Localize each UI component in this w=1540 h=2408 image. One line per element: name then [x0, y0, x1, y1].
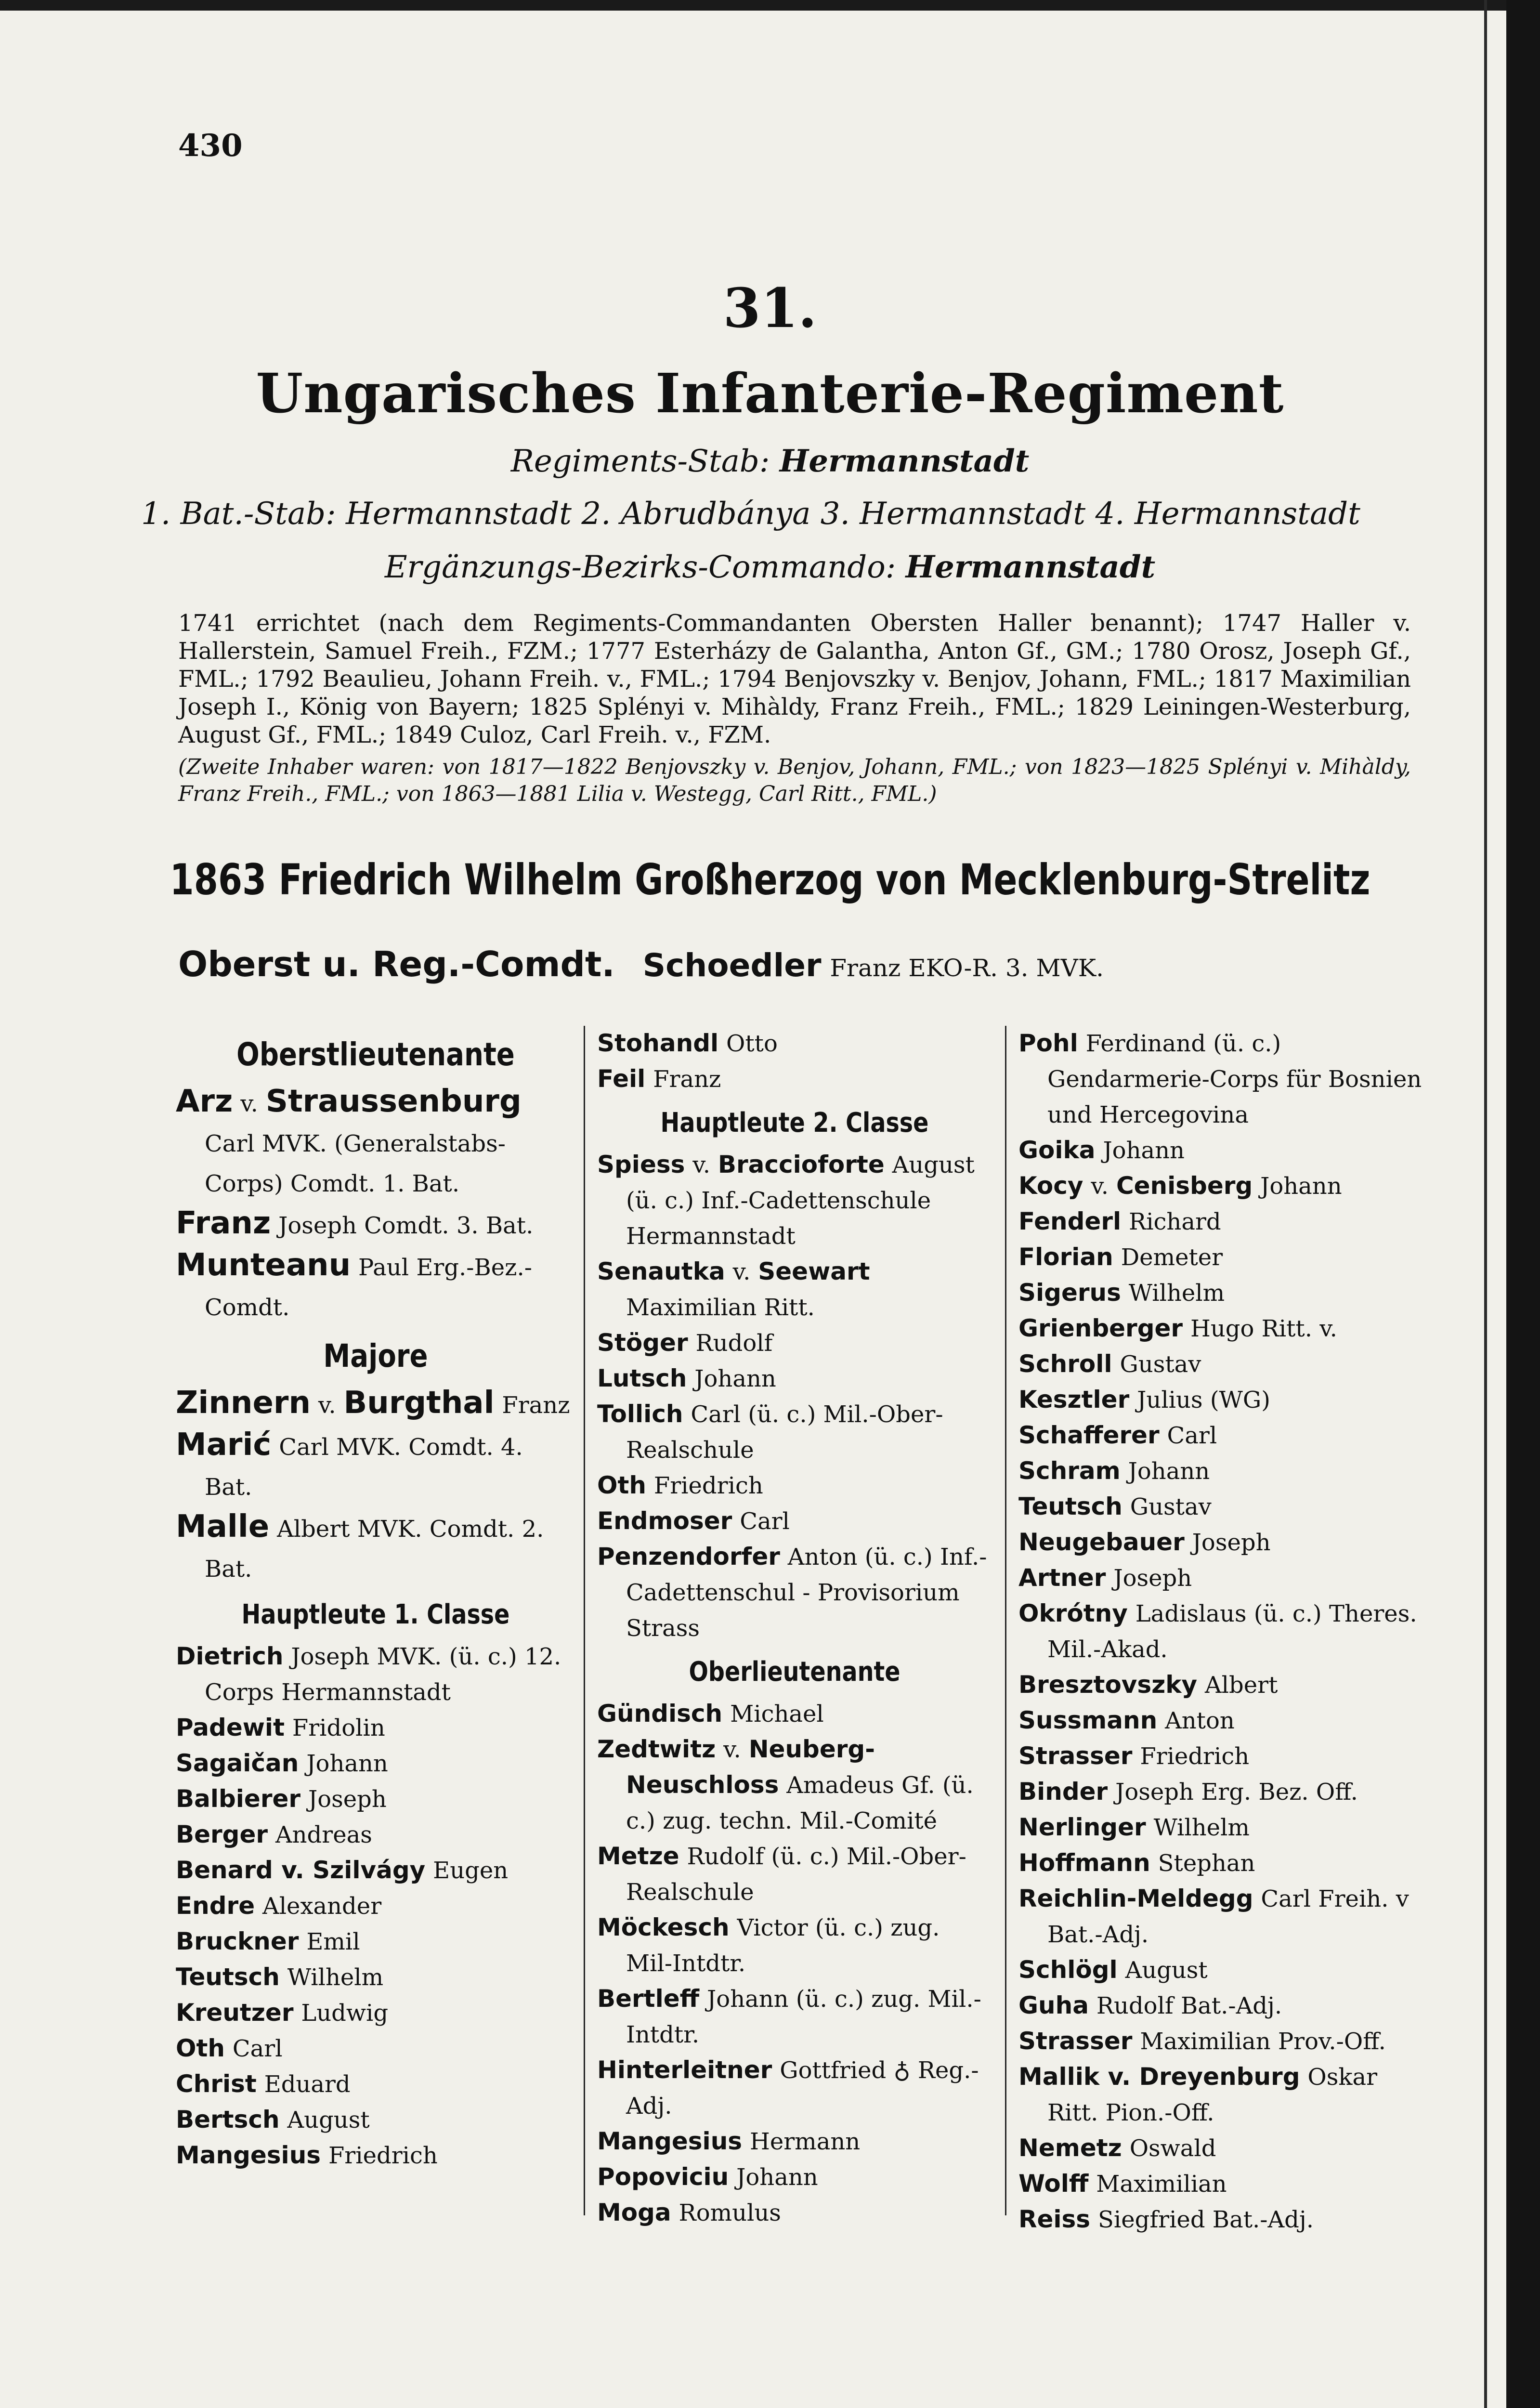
entry-detail: Maximilian Prov.-Off.: [1140, 2028, 1386, 2055]
list-item: [1018, 1739, 1423, 1774]
list-item: [1018, 1418, 1423, 1453]
entry-detail: August: [1125, 1957, 1208, 1984]
entry-name: Oth: [597, 1471, 647, 1499]
entry-detail: Johann: [306, 1750, 388, 1777]
entry-detail: Wilhelm: [1153, 1814, 1250, 1841]
entry-detail: Rudolf Bat.-Adj.: [1096, 1992, 1282, 2019]
entry-name: Berger: [176, 1820, 268, 1848]
oberlieutenante-list: [597, 1696, 992, 2231]
oberstlieutenante-list: [176, 1082, 575, 1327]
entry-detail: Siegfried Bat.-Adj.: [1097, 2206, 1314, 2233]
entry-name: Penzendorfer: [597, 1543, 780, 1570]
entry-detail: Hermann: [749, 2128, 861, 2155]
entry-name: Dietrich: [176, 1642, 284, 1670]
list-item: [1018, 1560, 1423, 1596]
entry-name: Endmoser: [597, 1507, 732, 1535]
entry-name: Zedtwitz: [597, 1735, 716, 1763]
list-item: [597, 2053, 992, 2124]
entry-detail: Franz: [653, 1066, 721, 1093]
entry-name: Mallik v. Dreyenburg: [1018, 2063, 1300, 2091]
column-divider: [584, 1026, 585, 2215]
entry-detail: Demeter: [1121, 1244, 1223, 1271]
entry-detail: Alexander: [262, 1893, 382, 1920]
entry-detail: Carl: [740, 1508, 790, 1535]
entry-detail: August: [287, 2107, 370, 2133]
list-item: [597, 1504, 992, 1539]
list-item: [176, 1960, 575, 1995]
list-item: [1018, 2131, 1423, 2166]
column-2: [597, 1026, 992, 2231]
entry-name: Benard v. Szilvágy: [176, 1856, 426, 1884]
entry-detail: Emil: [306, 1928, 360, 1955]
entry-name: Artner: [1018, 1564, 1106, 1592]
entry-detail: Wilhelm: [287, 1964, 384, 1991]
hauptleute2-list: [597, 1147, 992, 1646]
entry-name: Popoviciu: [597, 2163, 729, 2191]
entry-name: Malle: [176, 1509, 270, 1544]
entry-name: Schlögl: [1018, 1956, 1118, 1984]
section-title: Majore: [323, 1337, 428, 1374]
entry-name: Reiss: [1018, 2205, 1091, 2233]
entry-detail: Joseph: [308, 1786, 387, 1813]
oberst-name: Schoedler: [642, 947, 822, 984]
list-item: [1018, 2166, 1423, 2202]
entry-detail: Johann: [736, 2164, 818, 2191]
list-item: [176, 1781, 575, 1817]
entry-detail: Joseph MVK. (ü. c.) 12. Corps Hermannstadt: [205, 1643, 561, 1706]
section-title: Oberstlieutenante: [236, 1036, 515, 1073]
section-title: Hauptleute 2. Classe: [660, 1107, 929, 1139]
section-title: Hauptleute 1. Classe: [241, 1599, 510, 1630]
list-item: [1018, 1347, 1423, 1382]
entry-detail: Richard: [1129, 1208, 1221, 1235]
entry-name: Reichlin-Meldegg: [1018, 1885, 1253, 1912]
list-item: [597, 1468, 992, 1504]
entry-name: Spiess: [597, 1151, 685, 1178]
list-item: [176, 1853, 575, 1888]
column-divider: [1005, 1026, 1006, 2215]
entry-name: Teutsch: [1018, 1492, 1122, 1520]
ergaenzung-line: [0, 549, 1540, 585]
entry-detail: Johann (ü. c.) zug. Mil.-Intdtr.: [626, 1986, 981, 2048]
entry-detail: Victor (ü. c.) zug. Mil-Intdtr.: [626, 1914, 940, 1977]
list-item: [1018, 1133, 1423, 1168]
scan-edge-top: [0, 0, 1540, 11]
entry-name: Senautka: [597, 1257, 725, 1285]
hauptleute1-continued-list: [597, 1026, 992, 1097]
entry-name: Neugebauer: [1018, 1528, 1185, 1556]
bat-stab-line: 1. Bat.-Stab: Hermannstadt 2. Abrudbánya 3. Hermannstadt 4. Hermannstadt: [141, 496, 1360, 532]
entry-detail: Anton: [1165, 1707, 1235, 1734]
entry-detail: Carl (ü. c.) Mil.-Ober-Realschule: [626, 1401, 943, 1464]
entry-name: Nemetz: [1018, 2134, 1122, 2162]
entry-detail: Carl MVK. Comdt. 4. Bat.: [205, 1434, 523, 1501]
list-item: [1018, 1596, 1423, 1667]
list-item: [1018, 1026, 1423, 1133]
ergaenzung-place: Hermannstadt: [905, 549, 1156, 585]
list-item: [1018, 1275, 1423, 1311]
list-item: [1018, 1881, 1423, 1952]
entry-detail: v.: [318, 1392, 336, 1419]
entry-detail: Joseph Comdt. 3. Bat.: [278, 1212, 534, 1239]
entry-name: Arz: [176, 1084, 233, 1119]
entry-detail: Carl MVK. (Generalstabs-Corps) Comdt. 1. Bat.: [205, 1130, 506, 1197]
hauptleute1-list: [176, 1639, 575, 2173]
entry-detail: Eugen: [433, 1857, 509, 1884]
list-item: [1018, 1489, 1423, 1525]
entry-detail: Paul Erg.-Bez.-Comdt.: [205, 1254, 532, 1321]
list-item: [1018, 1382, 1423, 1418]
entry-name: Zinnern: [176, 1385, 311, 1421]
entry-name: Bresztovszky: [1018, 1671, 1198, 1699]
entry-detail: Anton (ü. c.) Inf.-Cadettenschul - Provisorium Strass: [626, 1544, 987, 1642]
entry-name: Florian: [1018, 1243, 1113, 1271]
list-item: [176, 2031, 575, 2067]
entry-name: Hinterleitner: [597, 2056, 772, 2084]
entry-detail: Carl: [232, 2035, 283, 2062]
page-number: 430: [178, 128, 243, 164]
entry-name: Stöger: [597, 1329, 688, 1357]
entry-detail: Wilhelm: [1128, 1280, 1225, 1307]
entry-detail: Friedrich: [328, 2142, 438, 2169]
list-item: [1018, 1988, 1423, 2024]
entry-detail: Rudolf (ü. c.) Mil.-Ober-Realschule: [626, 1843, 966, 1906]
oberst-details: Franz EKO-R. 3. MVK.: [830, 954, 1104, 982]
entry-name: Christ: [176, 2070, 257, 2098]
list-item: [597, 1839, 992, 1910]
entry-detail: Johann: [1128, 1458, 1210, 1485]
list-item: [176, 1995, 575, 2031]
list-item: [1018, 2024, 1423, 2059]
entry-name: Franz: [176, 1205, 271, 1241]
entry-detail: Romulus: [679, 2199, 781, 2226]
list-item: [1018, 1845, 1423, 1881]
entry-name: Pohl: [1018, 1029, 1078, 1057]
list-item: [176, 1204, 575, 1245]
list-item: [176, 2067, 575, 2102]
column-1: [176, 1026, 575, 2173]
entry-detail: Oswald: [1129, 2135, 1216, 2162]
entry-detail: Ladislaus (ü. c.) Theres. Mil.-Akad.: [1047, 1600, 1417, 1663]
list-item: [597, 1061, 992, 1097]
entry-name: Neuberg-Neuschloss: [626, 1735, 875, 1799]
entry-name: Bertleff: [597, 1985, 700, 2013]
list-item: [176, 1383, 575, 1425]
entry-detail: v.: [692, 1152, 710, 1178]
entry-name: Schroll: [1018, 1350, 1112, 1378]
entry-name: Lutsch: [597, 1364, 687, 1392]
entry-detail: Stephan: [1158, 1850, 1255, 1877]
entry-name: Grienberger: [1018, 1314, 1183, 1342]
regiment-name: Ungarisches Infanterie-Regiment: [256, 362, 1284, 425]
entry-detail: Ferdinand (ü. c.) Gendarmerie-Corps für Bosnien und Hercegovina: [1047, 1030, 1422, 1128]
list-item: [597, 1325, 992, 1361]
entry-detail: Joseph: [1192, 1529, 1271, 1556]
entry-detail: Eduard: [264, 2071, 351, 2098]
ergaenzung-label: Ergänzungs-Bezirks-Commando:: [384, 550, 896, 585]
entry-name: Munteanu: [176, 1247, 351, 1283]
entry-name: Binder: [1018, 1778, 1108, 1806]
list-item: [597, 1910, 992, 1981]
entry-name: Okrótny: [1018, 1599, 1128, 1627]
entry-name: Sagaičan: [176, 1749, 299, 1777]
list-item: [176, 2138, 575, 2173]
entry-detail: Otto: [726, 1030, 778, 1057]
entry-name: Gündisch: [597, 1700, 723, 1727]
entry-name: Stohandl: [597, 1029, 719, 1057]
entry-detail: Hugo Ritt. v.: [1190, 1315, 1337, 1342]
list-item: [176, 1507, 575, 1589]
entry-name: Endre: [176, 1892, 255, 1920]
list-item: [1018, 1311, 1423, 1347]
entry-name: Oth: [176, 2034, 225, 2062]
entry-detail: Rudolf: [695, 1330, 773, 1357]
list-item: [176, 1245, 575, 1327]
entry-name: Sigerus: [1018, 1279, 1121, 1307]
entry-detail: Johann: [1103, 1137, 1185, 1164]
entry-name: Burgthal: [343, 1385, 495, 1421]
list-item: [176, 1710, 575, 1746]
entry-name: Kesztler: [1018, 1386, 1130, 1413]
entry-name: Strasser: [1018, 2027, 1133, 2055]
list-item: [1018, 1667, 1423, 1703]
entry-detail: Michael: [730, 1701, 824, 1727]
list-item: [1018, 1204, 1423, 1240]
list-item: [597, 1981, 992, 2053]
entry-detail: Gottfried ♁ Reg.-Adj.: [626, 2057, 979, 2120]
list-item: [1018, 2059, 1423, 2131]
entry-detail: Carl Freih. v Bat.-Adj.: [1047, 1885, 1409, 1948]
entry-detail: Maximilian: [1096, 2171, 1227, 2198]
list-item: [176, 1817, 575, 1853]
entry-name: Straussenburg: [265, 1084, 522, 1119]
entry-detail: Friedrich: [653, 1472, 763, 1499]
entry-name: Mangesius: [597, 2127, 743, 2155]
oberst-line: [178, 944, 1104, 984]
list-item: [1018, 1453, 1423, 1489]
entry-name: Kocy: [1018, 1172, 1083, 1200]
stab-label: Regiments-Stab:: [510, 444, 770, 479]
entry-detail: Joseph: [1113, 1565, 1192, 1592]
entry-name: Wolff: [1018, 2170, 1089, 2198]
list-item: [597, 1397, 992, 1468]
entry-name: Teutsch: [176, 1963, 280, 1991]
entry-detail: Johann: [1260, 1173, 1342, 1200]
list-item: [597, 2195, 992, 2231]
entry-name: Goika: [1018, 1136, 1096, 1164]
entry-name: Bruckner: [176, 1927, 299, 1955]
entry-name: Bertsch: [176, 2106, 280, 2133]
section-title: Oberlieutenante: [689, 1656, 901, 1688]
list-item: [1018, 1810, 1423, 1845]
list-item: [176, 1425, 575, 1507]
entry-detail: v.: [723, 1736, 741, 1763]
entry-name: Möckesch: [597, 1913, 730, 1941]
entry-name: Moga: [597, 2199, 671, 2226]
list-item: [597, 1254, 992, 1325]
entry-detail: Gustav: [1130, 1493, 1212, 1520]
entry-name: Kreutzer: [176, 1999, 294, 2027]
entry-name: Sussmann: [1018, 1706, 1158, 1734]
list-item: [597, 1026, 992, 1061]
entry-name: Tollich: [597, 1400, 683, 1428]
entry-name: Balbierer: [176, 1785, 301, 1813]
entry-detail: Oskar Ritt. Pion.-Off.: [1047, 2064, 1378, 2126]
oberst-rank: Oberst u. Reg.-Comdt.: [178, 944, 615, 984]
entry-name: Fenderl: [1018, 1207, 1122, 1235]
entry-detail: Gustav: [1120, 1351, 1201, 1378]
entry-name: Seewart: [758, 1257, 870, 1285]
list-item: [1018, 1168, 1423, 1204]
scan-edge-right: [1506, 0, 1540, 2408]
history-paragraph: 1741 errichtet (nach dem Regiments-Commandanten Obersten Haller benannt); 1747 Haller v. Hallerstein, Samuel Freih., FZM.; 1777 Esterházy de Galantha, Anton Gf., GM.; 1780 Orosz, Joseph Gf., FML.; 1792 Beaulieu, Johann Freih. v., FML.; 1794 Benjovszky v. Benjov, Johann, FML.; 1817 Maximilian Joseph I., König von Bayern; 1825 Splényi v. Mihàldy, Franz Freih., FML.; 1829 Leiningen-Westerburg, August Gf., FML.; 1849 Culoz, Carl Freih. v., FZM.: [178, 610, 1411, 748]
entry-name: Braccioforte: [718, 1151, 885, 1178]
entry-detail: v.: [1091, 1173, 1109, 1200]
regiment-number: 31.: [723, 277, 817, 340]
entry-detail: Ludwig: [301, 2000, 389, 2027]
entry-name: Mangesius: [176, 2141, 321, 2169]
entry-detail: Franz: [502, 1392, 570, 1419]
entry-detail: Maximilian Ritt.: [626, 1294, 815, 1321]
entry-detail: v.: [732, 1258, 751, 1285]
majore-list: [176, 1383, 575, 1589]
entry-name: Cenisberg: [1116, 1172, 1253, 1200]
entry-detail: August (ü. c.) Inf.-Cadettenschule Hermannstadt: [626, 1152, 975, 1250]
history-italic-note: (Zweite Inhaber waren: von 1817—1822 Benjovszky v. Benjov, Johann, FML.; von 1823—1825 Splényi v. Mihàldy, Franz Freih., FML.; von 1863—1881 Lilia v. Westegg, Carl Ritt., FML.): [178, 755, 1411, 806]
inhaber-heading: 1863 Friedrich Wilhelm Großherzog von Mecklenburg-Strelitz: [170, 855, 1370, 904]
column-3: [1018, 1026, 1423, 2238]
scan-edge-line: [1484, 0, 1487, 2408]
entry-detail: Johann: [694, 1365, 776, 1392]
list-item: [597, 2124, 992, 2159]
list-item: [1018, 1774, 1423, 1810]
entry-name: Marić: [176, 1427, 272, 1463]
entry-detail: Friedrich: [1140, 1743, 1250, 1770]
list-item: [1018, 1240, 1423, 1275]
entry-name: Schafferer: [1018, 1421, 1160, 1449]
list-item: [176, 1888, 575, 1924]
entry-name: Feil: [597, 1065, 646, 1093]
list-item: [597, 1732, 992, 1839]
entry-detail: Albert: [1205, 1672, 1278, 1699]
entry-detail: v.: [240, 1090, 258, 1117]
list-item: [176, 1746, 575, 1781]
entry-detail: Amadeus Gf. (ü. c.) zug. techn. Mil.-Comité: [626, 1772, 974, 1834]
list-item: [176, 1082, 575, 1204]
list-item: [597, 1696, 992, 1732]
entry-detail: Julius (WG): [1137, 1387, 1270, 1413]
list-item: [597, 2159, 992, 2195]
entry-name: Strasser: [1018, 1742, 1133, 1770]
entry-detail: Joseph Erg. Bez. Off.: [1115, 1779, 1358, 1806]
oberlieutenante-continued-list: [1018, 1026, 1423, 2238]
entry-name: Nerlinger: [1018, 1813, 1146, 1841]
entry-detail: Andreas: [275, 1821, 372, 1848]
entry-detail: Fridolin: [292, 1714, 385, 1741]
list-item: [597, 1539, 992, 1646]
list-item: [597, 1361, 992, 1397]
list-item: [1018, 1703, 1423, 1739]
list-item: [1018, 1952, 1423, 1988]
entry-name: Guha: [1018, 1991, 1089, 2019]
entry-name: Hoffmann: [1018, 1849, 1150, 1877]
entry-detail: Carl: [1167, 1422, 1217, 1449]
entry-name: Padewit: [176, 1714, 285, 1741]
entry-name: Metze: [597, 1842, 679, 1870]
list-item: [176, 1924, 575, 1960]
list-item: [176, 1639, 575, 1710]
list-item: [597, 1147, 992, 1254]
list-item: [176, 2102, 575, 2138]
entry-name: Schram: [1018, 1457, 1121, 1485]
regiments-stab-line: [0, 443, 1540, 479]
list-item: [1018, 2202, 1423, 2238]
stab-place: Hermannstadt: [779, 443, 1030, 479]
entry-detail: Albert MVK. Comdt. 2. Bat.: [205, 1516, 544, 1583]
list-item: [1018, 1525, 1423, 1560]
